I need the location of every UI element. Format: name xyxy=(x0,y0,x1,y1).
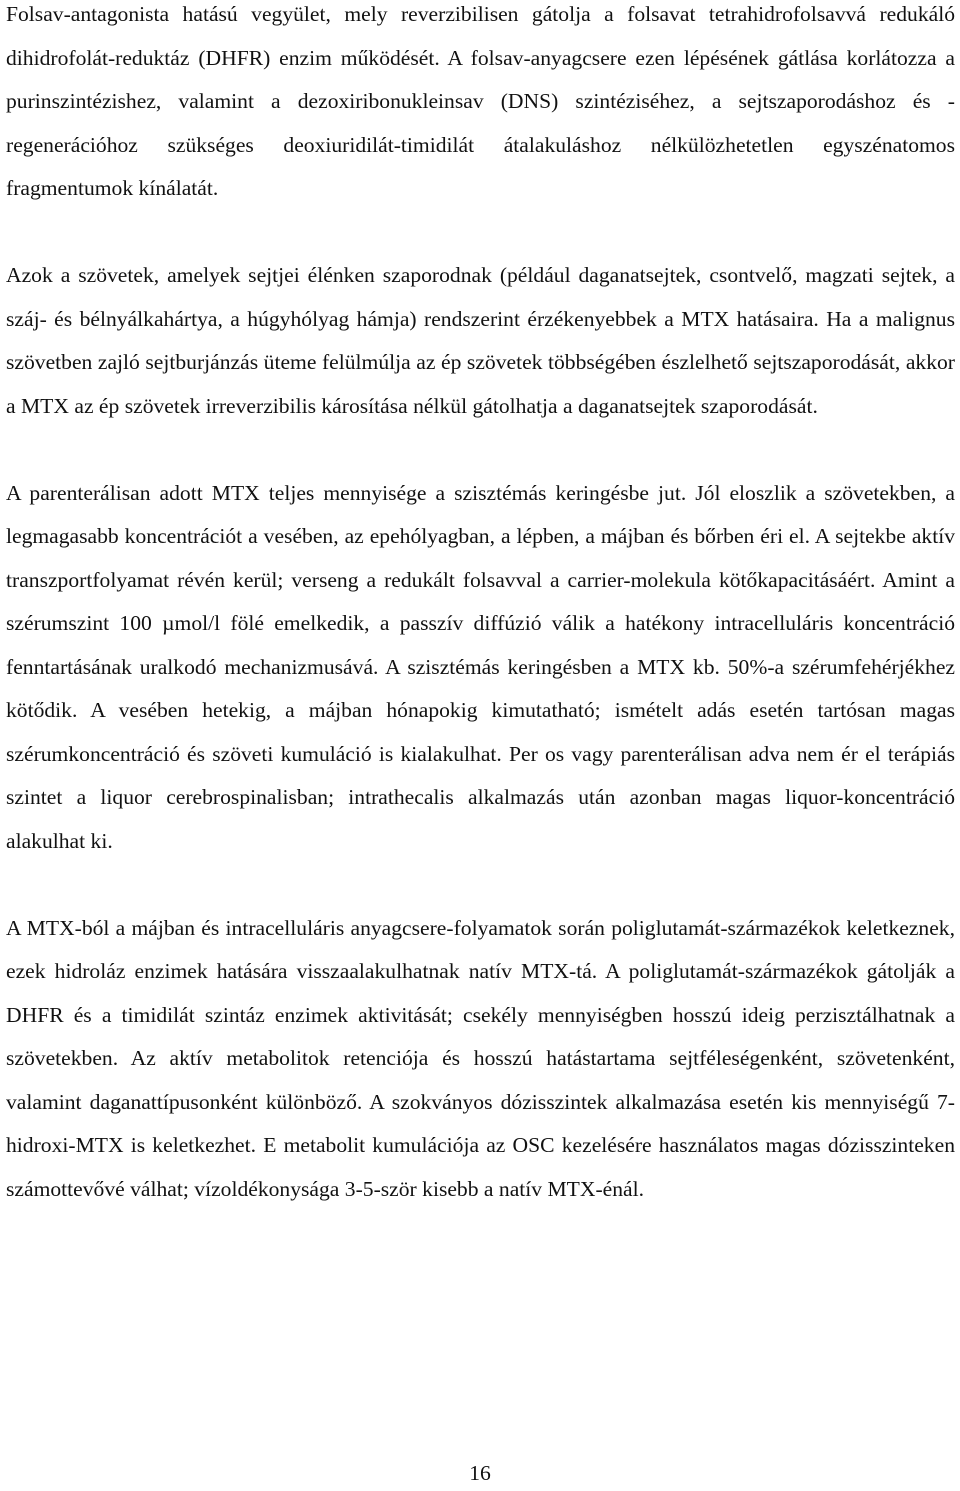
paragraph-metabolism-polyglutamates: A MTX-ból a májban és intracelluláris anyagcsere-folyamatok során poliglutamát-származékok keletkeznek, ezek hidroláz enzimek hatására visszaalakulhatnak natív MTX-tá. A poliglutamát-származékok gátolják a DHFR és a timidilát szintáz enzimek aktivitását; csekély mennyiségben hosszú ideig perzisztálhatnak a szövetekben. Az aktív metabolitok retenciója és hosszú hatástartama sejtféleségenként, szövetenként, valamint daganattípusonként különböző. A szokványos dózisszintek alkalmazása esetén kis mennyiségű 7-hidroxi-MTX is keletkezhet. E metabolit kumulációja az OSC kezelésére használatos magas dózisszinteken számottevővé válhat; vízoldékonysága 3-5-ször kisebb a natív MTX-énál. xyxy=(6,915,955,1201)
paragraph-folate-antagonist-mechanism: Folsav-antagonista hatású vegyület, mely reverzibilisen gátolja a folsavat tetrahidrofolsavvá redukáló dihidrofolát-reduktáz (DHFR) enzim működését. A folsav-anyagcsere ezen lépésének gátlása korlátozza a purinszintézishez, valamint a dezoxiribonukleinsav (DNS) szintéziséhez, a sejtszaporodáshoz és -regenerációhoz szükséges deoxiuridilát-timidilát átalakuláshoz nélkülözhetetlen egyszénatomos fragmentumok kínálatát. xyxy=(6,2,955,200)
paragraph-tissue-sensitivity: Azok a szövetek, amelyek sejtjei élénken szaporodnak (például daganatsejtek, csontvelő, magzati sejtek, a száj- és bélnyálkahártya, a húgyhólyag hámja) rendszerint érzékenyebbek a MTX hatásaira. Ha a malignus szövetben zajló sejtburjánzás üteme felülmúlja az ép szövetek többségében észlelhető sejtszaporodását, akkor a MTX az ép szövetek irreverzibilis károsítása nélkül gátolhatja a daganatsejtek szaporodását. xyxy=(6,263,955,418)
paragraph-distribution-pharmacokinetics: A parenterálisan adott MTX teljes mennyisége a szisztémás keringésbe jut. Jól eloszlik a szövetekben, a legmagasabb koncentrációt a vesében, az epehólyagban, a lépben, a májban és bőrben éri el. A sejtekbe aktív transzportfolyamat révén kerül; verseng a redukált folsavval a carrier-molekula kötőkapacitásáért. Amint a szérumszint 100 µmol/l fölé emelkedik, a passzív diffúzió válik a hatékony intracelluláris koncentráció fenntartásának uralkodó mechanizmusává. A szisztémás keringésben a MTX kb. 50%-a szérumfehérjékhez kötődik. A vesében hetekig, a májban hónapokig kimutatható; ismételt adás esetén tartósan magas szérumkoncentráció és szöveti kumuláció is kialakulhat. Per os vagy parenterálisan adva nem ér el terápiás szintet a liquor cerebrospinalisban; intrathecalis alkalmazás után azonban magas liquor-koncentráció alakulhat ki. xyxy=(6,480,955,853)
page-number: 16 xyxy=(469,1461,491,1485)
